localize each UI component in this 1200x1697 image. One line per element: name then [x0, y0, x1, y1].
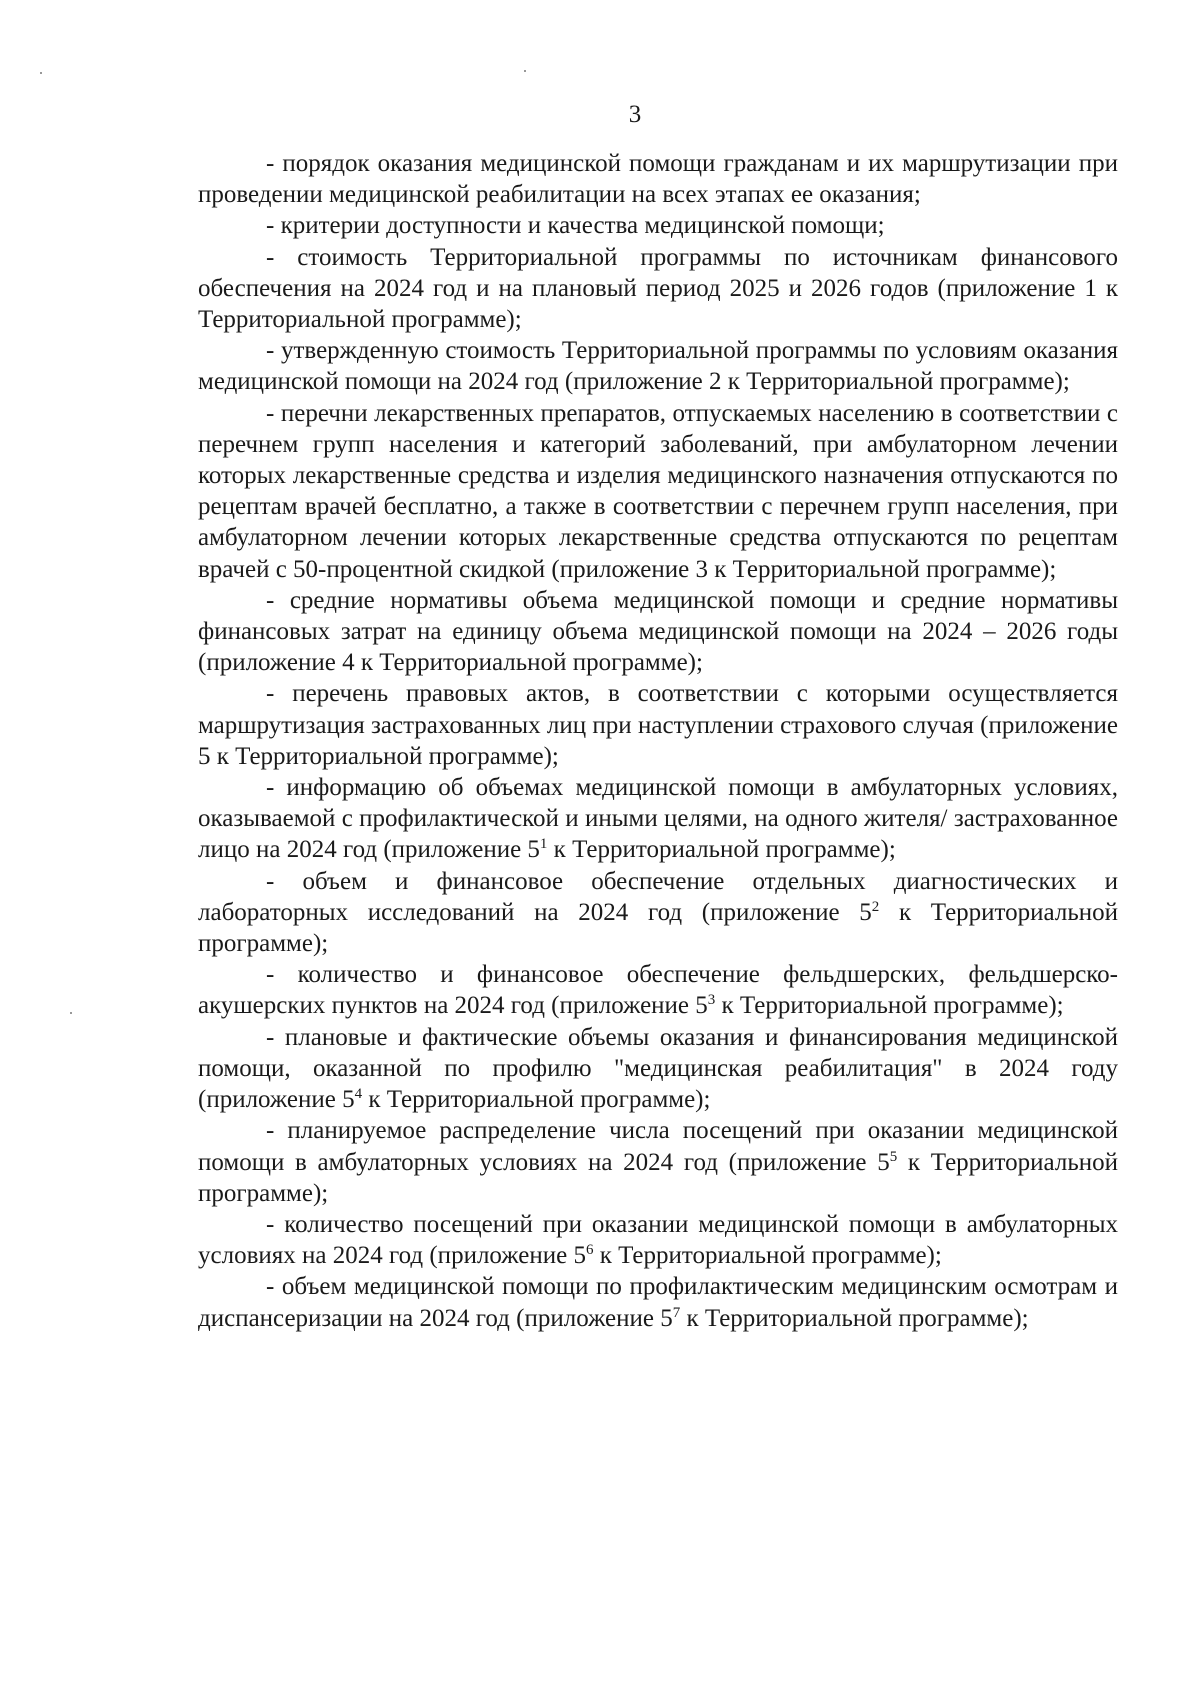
superscript: 4 — [354, 1086, 363, 1103]
scan-speck — [70, 1012, 72, 1014]
item-text: - объем медицинской помощи по профилактическим медицинским осмотрам и диспансеризации на 2024 год (приложение 5 — [198, 1273, 1118, 1332]
list-item: - перечни лекарственных препаратов, отпускаемых населению в соответствии с перечнем групп населения и категорий заболеваний, при амбулаторном лечении которых лекарственные средства и изделия медицинского назначения отпускаются по рецептам врачей бесплатно, а также в соответствии с перечнем групп населения, при амбулаторном лечении которых лекарственные средства отпускаются по рецептам врачей с 50-процентной скидкой (приложение 3 к Территориальной программе); — [198, 399, 1118, 583]
list-item — [198, 1022, 1118, 1116]
item-text: - планируемое распределение числа посещений при оказании медицинской помощи в амбулаторных условиях на 2024 год (приложение 5 — [198, 1117, 1118, 1176]
superscript: 6 — [585, 1242, 594, 1259]
item-text: к Территориальной программе); — [198, 898, 1118, 958]
list-item: - средние нормативы объема медицинской помощи и средние нормативы финансовых затрат на единицу объема медицинской помощи на 2024 – 2026 годы (приложение 4 к Территориальной программе); — [198, 586, 1118, 677]
item-text: - количество и финансовое обеспечение фельдшерских, фельдшерско-акушерских пунктов на 2024 год (приложение 5 — [198, 961, 1118, 1020]
list-item — [198, 1271, 1118, 1333]
superscript: 5 — [889, 1148, 898, 1165]
list-item: - порядок оказания медицинской помощи гражданам и их маршрутизации при проведении медицинской реабилитации на всех этапах ее оказания; — [198, 150, 1118, 209]
list-item — [198, 772, 1118, 866]
superscript: 3 — [707, 992, 716, 1009]
list-item: - утвержденную стоимость Территориальной программы по условиям оказания медицинской помощи на 2024 год (приложение 2 к Территориальной программе); — [198, 337, 1118, 396]
superscript: 7 — [672, 1304, 681, 1321]
list-item: - стоимость Территориальной программы по источникам финансового обеспечения на 2024 год и на плановый период 2025 и 2026 годов (приложение 1 к Территориальной программе); — [198, 243, 1118, 334]
scan-speck — [524, 70, 526, 72]
item-text: к Территориальной программе); — [198, 1148, 1118, 1207]
list-item — [198, 1115, 1118, 1209]
list-item — [198, 866, 1118, 960]
item-text: - количество посещений при оказании медицинской помощи в амбулаторных условиях на 2024 год (приложение 5 — [198, 1210, 1118, 1270]
item-text: - информацию об объемах медицинской помощи в амбулаторных условиях, оказываемой с профилактической и иными целями, на одного жителя/ застрахованное лицо на 2024 год (приложение 5 — [198, 774, 1118, 864]
document-body — [198, 148, 1118, 1334]
item-text: к Территориальной программе); — [593, 1242, 942, 1270]
list-item: - перечень правовых актов, в соответствии с которыми осуществляется маршрутизация застрахованных лиц при наступлении страхового случая (приложение 5 к Территориальной программе); — [198, 680, 1118, 770]
item-text: к Территориальной программе); — [680, 1304, 1029, 1332]
page-number: 3 — [628, 101, 642, 128]
item-text: к Территориальной программе); — [362, 1086, 711, 1114]
superscript: 2 — [871, 898, 880, 915]
list-item — [198, 1209, 1118, 1271]
item-text: - плановые и фактические объемы оказания и финансирования медицинской помощи, оказанной по профилю "медицинская реабилитация" в 2024 году (приложение 5 — [198, 1023, 1118, 1114]
item-text: - объем и финансовое обеспечение отдельных диагностических и лабораторных исследований на 2024 год (приложение 5 — [198, 867, 1118, 926]
item-text: к Территориальной программе); — [715, 992, 1064, 1020]
list-item: - критерии доступности и качества медицинской помощи; — [266, 212, 885, 240]
superscript: 1 — [539, 836, 548, 853]
item-text: к Территориальной программе); — [547, 836, 896, 864]
scan-speck — [40, 72, 42, 74]
list-item — [198, 959, 1118, 1021]
